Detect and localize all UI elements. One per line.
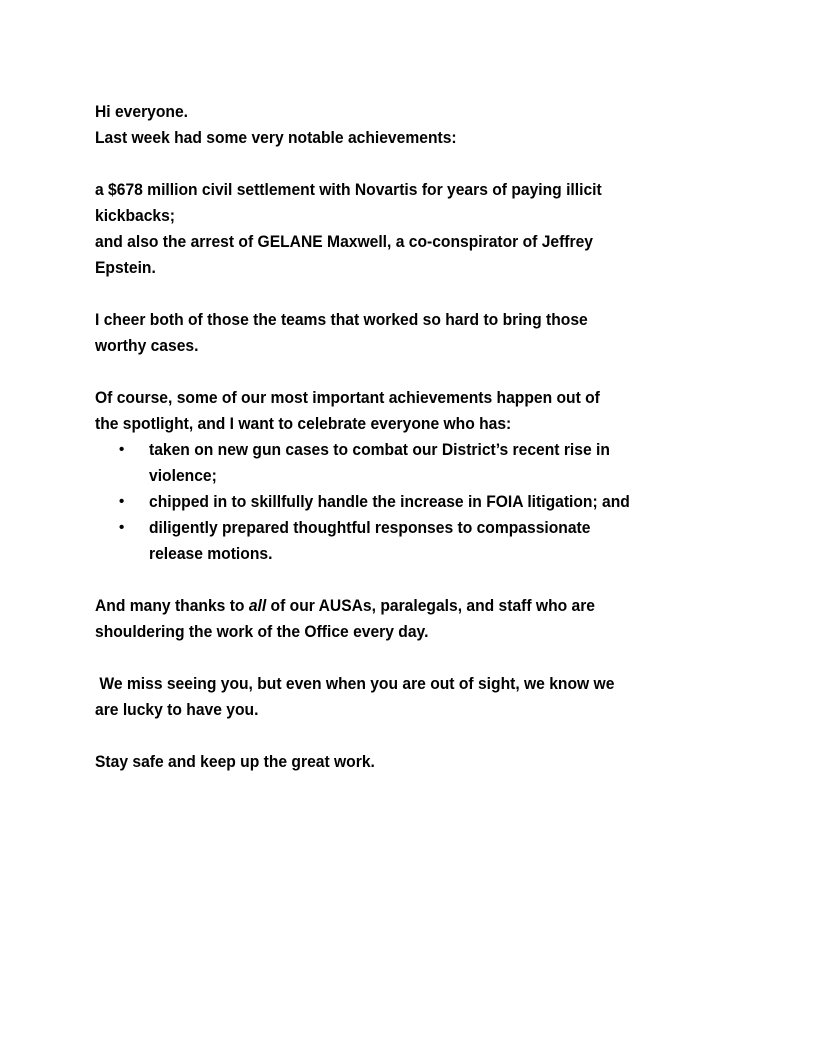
bullet-marker-icon: •	[119, 441, 125, 458]
text-line: We miss seeing you, but even when you are out of sight, we know we	[95, 674, 615, 693]
bullet-item	[95, 437, 755, 489]
paragraph-greeting	[95, 99, 755, 151]
text-line: shouldering the work of the Office every day.	[95, 622, 429, 641]
text-line: chipped in to skillfully handle the increase in FOIA litigation; and	[149, 492, 630, 511]
text-line: the spotlight, and I want to celebrate everyone who has:	[95, 414, 512, 433]
bullet-marker-icon: •	[119, 519, 125, 536]
bullet-list	[95, 437, 755, 567]
text-run: of our AUSAs, paralegals, and staff who are	[266, 596, 596, 615]
text-line: Stay safe and keep up the great work.	[95, 752, 375, 771]
text-line: diligently prepared thoughtful responses to compassionate	[149, 518, 591, 537]
memo-content	[95, 99, 755, 775]
text-line: kickbacks;	[95, 206, 175, 225]
text-line: release motions.	[149, 544, 273, 563]
text-line: violence;	[149, 466, 217, 485]
text-line: Of course, some of our most important achievements happen out of	[95, 388, 600, 407]
paragraph-cheer	[95, 307, 755, 359]
text-line: a $678 million civil settlement with Novartis for years of paying illicit	[95, 180, 602, 199]
paragraph-closing	[95, 749, 755, 775]
paragraph-thanks	[95, 593, 755, 645]
text-run: And many thanks to	[95, 596, 249, 615]
paragraph-celebrate	[95, 385, 755, 567]
italic-text-run: all	[248, 596, 267, 615]
text-line: worthy cases.	[95, 336, 199, 355]
text-line: taken on new gun cases to combat our District’s recent rise in	[149, 440, 610, 459]
bullet-marker-icon: •	[119, 493, 125, 510]
text-line: Hi everyone.	[95, 102, 189, 121]
bullet-item	[95, 489, 755, 515]
paragraph-miss	[95, 671, 755, 723]
text-line	[95, 593, 702, 619]
text-line: Last week had some very notable achievements:	[95, 128, 457, 147]
text-line: Epstein.	[95, 258, 156, 277]
text-line: and also the arrest of GELANE Maxwell, a co-conspirator of Jeffrey	[95, 232, 594, 251]
bullet-item	[95, 515, 755, 567]
paragraph-achievements	[95, 177, 755, 281]
text-line: I cheer both of those the teams that worked so hard to bring those	[95, 310, 588, 329]
text-line: are lucky to have you.	[95, 700, 259, 719]
